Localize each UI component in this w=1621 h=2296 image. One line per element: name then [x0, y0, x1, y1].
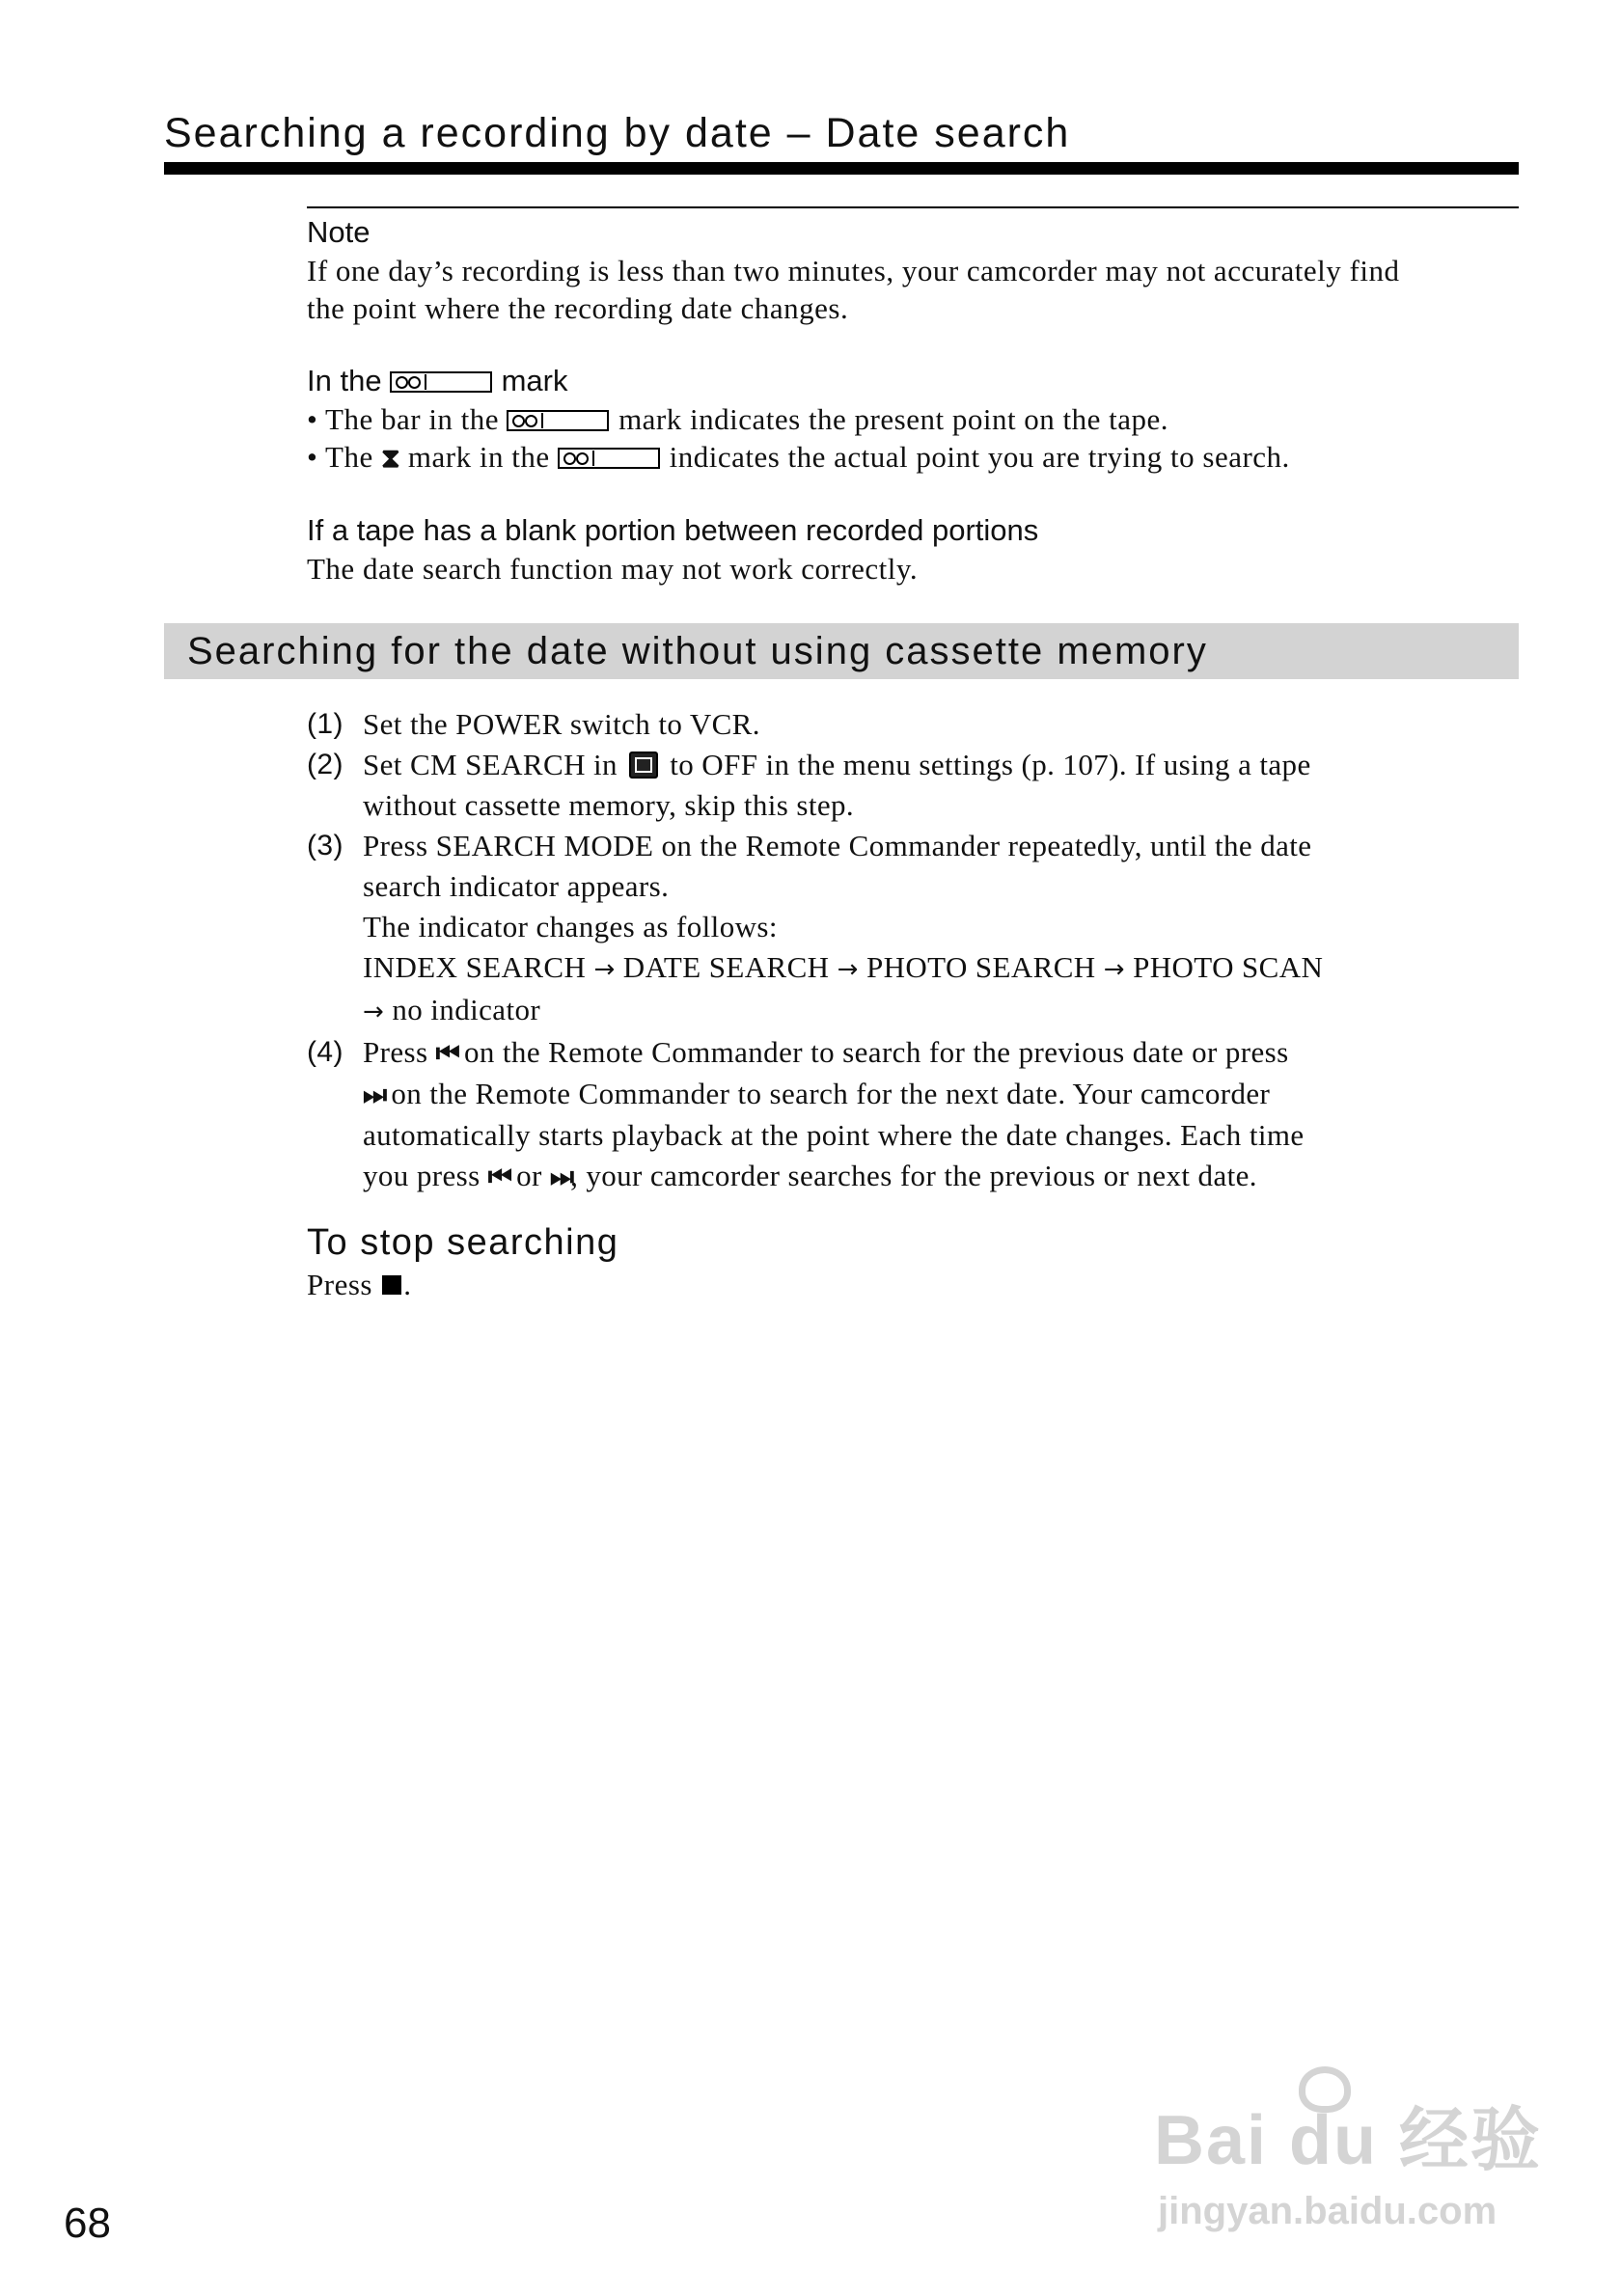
mark-heading-after: mark [501, 364, 568, 397]
page-number: 68 [64, 2200, 111, 2247]
note-block [307, 213, 1519, 327]
step-2-line-1 [363, 745, 1523, 785]
skip-next-icon: ⏭ [549, 1161, 571, 1192]
skip-previous-icon: ⏮ [487, 1161, 508, 1192]
right-arrow-icon: → [837, 955, 859, 984]
step-4-line-2 [363, 1074, 1523, 1115]
step-3-sequence-end [363, 990, 1523, 1032]
step-4-line-3: automatically starts playback at the point where the date changes. Each time [363, 1118, 1305, 1152]
watermark-logo: Bai du 经验 [1154, 2102, 1543, 2179]
mark-heading [307, 362, 1519, 400]
step-4 [307, 1032, 1523, 1197]
step-3-sequence [363, 947, 1523, 990]
blank-text: The date search function may not work correctly. [307, 552, 919, 586]
step-4-you-press: you press [363, 1159, 481, 1192]
right-arrow-icon: → [1103, 955, 1125, 984]
seq-no-indicator: no indicator [392, 993, 541, 1026]
mark-bullet-2-b: mark in the [407, 440, 550, 474]
stop-period: . [403, 1268, 412, 1301]
section-title: Searching for the date without using cassette memory [187, 630, 1208, 672]
skip-next-icon: ⏭ [363, 1079, 384, 1110]
step-2-before: Set CM SEARCH in [363, 748, 618, 781]
step-3-line-1: Press SEARCH MODE on the Remote Commander repeatedly, until the date [363, 829, 1312, 862]
step-3-line-2: search indicator appears. [363, 869, 670, 903]
mark-bullet-2 [307, 438, 1519, 477]
note-rule [307, 206, 1519, 208]
step-4-line-1-after: on the Remote Commander to search for the previous date or press [463, 1035, 1289, 1069]
mark-bullet-2-c: indicates the actual point you are trying to search. [669, 440, 1290, 474]
step-4-line-4-after: , your camcorder searches for the previous or next date. [570, 1159, 1257, 1192]
step-number: (1) [307, 708, 343, 740]
mark-heading-before: In the [307, 364, 382, 397]
seq-date-search: DATE SEARCH [622, 950, 830, 984]
watermark-url: jingyan.baidu.com [1158, 2190, 1497, 2232]
seq-photo-search: PHOTO SEARCH [865, 950, 1096, 984]
mark-block [307, 362, 1519, 477]
right-arrow-icon: → [593, 955, 616, 984]
note-heading: Note [307, 215, 371, 249]
mark-bullet-2-a: • The [307, 440, 373, 474]
step-2-after: to OFF in the menu settings (p. 107). If using a tape [670, 748, 1311, 781]
stop-block [307, 1219, 1519, 1303]
page-header-title: Searching a recording by date – Date search [164, 110, 1071, 156]
step-number: (3) [307, 830, 343, 861]
skip-previous-icon: ⏮ [435, 1037, 456, 1069]
tape-counter-icon [507, 410, 609, 431]
step-4-or: or [516, 1159, 542, 1192]
seq-index-search: INDEX SEARCH [363, 950, 587, 984]
step-2-line-2: without cassette memory, skip this step. [363, 788, 855, 822]
baidu-watermark [1154, 2084, 1543, 2232]
blank-portion-block [307, 511, 1519, 588]
step-1 [307, 704, 1523, 745]
step-number: (4) [307, 1036, 343, 1068]
right-arrow-icon: → [363, 998, 385, 1026]
blank-heading: If a tape has a blank portion between recorded portions [307, 513, 1039, 547]
mark-bullet-1 [307, 400, 1519, 438]
step-3-line-3: The indicator changes as follows: [363, 910, 778, 943]
stop-press: Press [307, 1268, 372, 1301]
note-line-2: the point where the recording date changes. [307, 291, 849, 325]
step-4-line-4 [363, 1156, 1523, 1197]
paw-icon [1299, 2066, 1351, 2113]
hourglass-icon: ⧗ [381, 442, 400, 474]
stop-text [307, 1266, 1519, 1303]
step-4-press: Press [363, 1035, 428, 1069]
step-4-line-2-after: on the Remote Commander to search for the next date. Your camcorder [391, 1077, 1271, 1110]
header-rule [164, 162, 1519, 175]
step-4-line-1 [363, 1032, 1523, 1074]
seq-photo-scan: PHOTO SCAN [1133, 950, 1324, 984]
note-line-1: If one day’s recording is less than two minutes, your camcorder may not accurately find [307, 254, 1400, 287]
mark-bullet-1-before: • The bar in the [307, 402, 500, 436]
stop-icon [382, 1275, 401, 1295]
tape-counter-icon [558, 448, 660, 469]
cassette-memory-icon [629, 752, 658, 779]
step-1-text: Set the POWER switch to VCR. [363, 707, 760, 741]
stop-heading: To stop searching [307, 1222, 619, 1263]
tape-counter-icon [390, 371, 492, 393]
mark-bullet-1-after: mark indicates the present point on the tape. [618, 402, 1169, 436]
step-number: (2) [307, 749, 343, 780]
step-2 [307, 745, 1523, 826]
steps-list [307, 704, 1523, 1197]
step-3 [307, 826, 1523, 1032]
